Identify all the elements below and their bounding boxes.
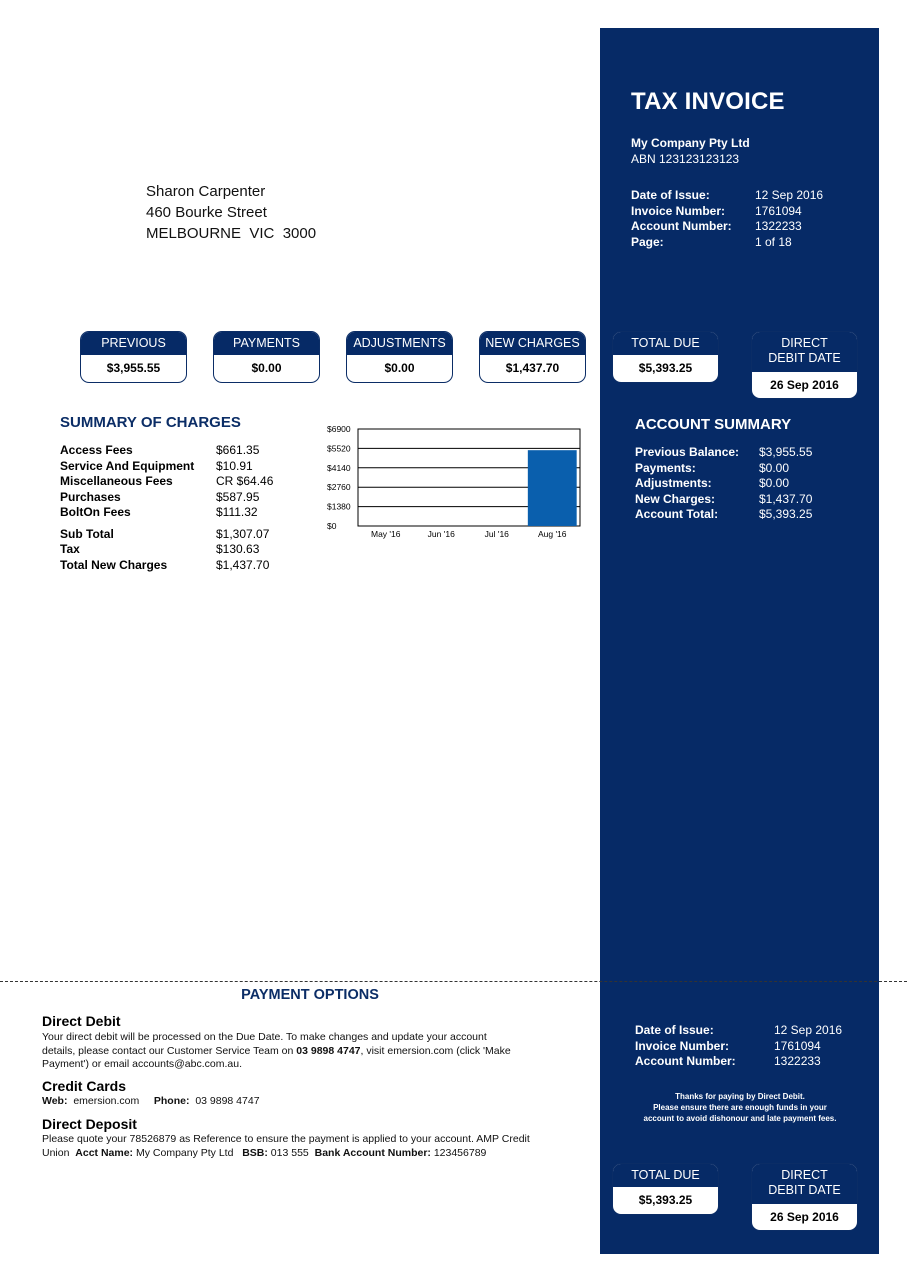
bank-account-label: Bank Account Number: <box>314 1146 431 1159</box>
total-label: Total New Charges <box>60 557 168 572</box>
box-label: NEW CHARGES <box>480 332 585 355</box>
x-tick-label: Aug '16 <box>537 529 567 539</box>
text-line: Payment') or email accounts@abc.com.au. <box>42 1058 242 1070</box>
total-label: Tax <box>60 542 80 556</box>
total-value: $130.63 <box>216 542 260 556</box>
phone-label: Phone: <box>153 1095 190 1107</box>
charges-table <box>60 443 273 573</box>
account-label: Previous Balance: <box>635 445 740 459</box>
x-tick-label: Jul '16 <box>484 529 509 539</box>
detail-label: Page: <box>631 234 664 249</box>
account-row <box>635 492 812 508</box>
text-segment: Union <box>42 1146 70 1159</box>
bank-account-value: 123456789 <box>433 1146 487 1159</box>
account-value: $1,437.70 <box>759 491 813 506</box>
y-tick-label: $1380 <box>327 501 351 512</box>
account-value: $0.00 <box>759 460 790 475</box>
note-line: account to avoid dishonour and late payment fees. <box>643 1114 837 1123</box>
direct-debit-note <box>620 1091 860 1124</box>
text-line <box>42 1147 562 1161</box>
bar <box>528 450 577 526</box>
adjustments-box <box>346 331 453 383</box>
detail-row <box>631 188 823 204</box>
detail-value: 12 Sep 2016 <box>755 188 824 202</box>
payment-options-title: PAYMENT OPTIONS <box>241 987 379 1003</box>
box-label <box>752 332 857 372</box>
note-line: Please ensure there are enough funds in your <box>653 1103 827 1112</box>
charge-label: Miscellaneous Fees <box>60 474 173 488</box>
account-value: $5,393.25 <box>759 507 813 521</box>
phone-number: 03 9898 4747 <box>296 1044 361 1057</box>
remit-row <box>635 1054 842 1070</box>
total-due-box <box>612 331 719 383</box>
y-tick-label: $0 <box>327 521 337 531</box>
charge-row <box>60 505 273 521</box>
payments-box <box>213 331 320 383</box>
account-label: Payments: <box>635 460 696 475</box>
detail-value: 1322233 <box>755 219 802 233</box>
y-tick-label: $2760 <box>327 482 351 493</box>
remit-details <box>635 1023 842 1070</box>
detail-label: Invoice Number: <box>631 203 726 218</box>
total-value: $1,307.07 <box>216 526 270 541</box>
box-value: $5,393.25 <box>638 1193 693 1207</box>
direct-debit-box <box>751 331 858 399</box>
remit-label: Date of Issue: <box>635 1023 714 1037</box>
box-label-line: DEBIT DATE <box>768 351 841 365</box>
detail-row <box>631 219 823 235</box>
text-line: Your direct debit will be processed on the Due Date. To make changes and update your account <box>42 1031 487 1043</box>
total-label: Sub Total <box>60 526 114 541</box>
phone-value: 03 9898 4747 <box>195 1095 260 1107</box>
remit-direct-debit-box <box>751 1163 858 1231</box>
detail-row <box>631 204 823 220</box>
note-line: Thanks for paying by Direct Debit. <box>675 1092 805 1101</box>
box-label <box>752 1164 857 1204</box>
box-label: PAYMENTS <box>214 332 319 355</box>
charge-value: $661.35 <box>216 443 260 457</box>
total-row <box>60 558 273 574</box>
web-value: emersion.com <box>73 1095 140 1107</box>
remit-value: 1761094 <box>774 1038 821 1053</box>
recipient-street: 460 Bourke Street <box>146 204 267 221</box>
remit-row <box>635 1023 842 1039</box>
tear-off-line <box>0 981 907 982</box>
box-value: $1,437.70 <box>505 361 560 375</box>
remit-row <box>635 1039 842 1055</box>
account-value: $0.00 <box>759 476 790 490</box>
account-label: Account Total: <box>635 507 719 521</box>
recipient-city: MELBOURNE VIC 3000 <box>146 225 317 242</box>
new-charges-box <box>479 331 586 383</box>
charge-row <box>60 474 273 490</box>
box-value: $5,393.25 <box>638 361 693 375</box>
text-line <box>42 1045 562 1059</box>
detail-label: Date of Issue: <box>631 188 710 202</box>
charge-value: $111.32 <box>216 505 258 519</box>
box-value: $0.00 <box>251 361 282 375</box>
account-summary <box>635 445 812 523</box>
remit-value: 12 Sep 2016 <box>774 1023 843 1037</box>
account-value: $3,955.55 <box>759 445 813 459</box>
acct-name-label: Acct Name: <box>75 1146 134 1159</box>
direct-deposit-text <box>42 1133 562 1160</box>
bsb-label: BSB: <box>242 1146 268 1159</box>
credit-cards-text <box>42 1095 562 1109</box>
charge-label: Access Fees <box>60 443 133 457</box>
detail-label: Account Number: <box>631 219 732 233</box>
company-name: My Company Pty Ltd <box>631 136 750 150</box>
direct-debit-heading: Direct Debit <box>42 1013 121 1029</box>
box-label-line: DEBIT DATE <box>768 1183 841 1197</box>
account-row <box>635 445 812 461</box>
account-row <box>635 461 812 477</box>
company-abn: ABN 123123123123 <box>631 151 740 166</box>
detail-row <box>631 235 823 251</box>
detail-value: 1 of 18 <box>755 234 792 249</box>
charge-value: CR $64.46 <box>216 474 274 488</box>
box-label: TOTAL DUE <box>613 1164 718 1187</box>
bsb-value: 013 555 <box>270 1146 309 1159</box>
total-row <box>60 542 273 558</box>
account-summary-title: ACCOUNT SUMMARY <box>635 416 792 433</box>
text-line: Please quote your 78526879 as Reference to ensure the payment is applied to your account. AMP Credit <box>42 1133 530 1145</box>
company-info <box>631 136 750 167</box>
box-label-line: DIRECT <box>781 336 828 350</box>
charge-row <box>60 490 273 506</box>
remit-label: Account Number: <box>635 1054 736 1068</box>
text-segment: , visit emersion.com (click 'Make <box>360 1044 511 1057</box>
detail-value: 1761094 <box>755 203 802 218</box>
y-tick-label: $6900 <box>327 424 351 434</box>
box-value: $3,955.55 <box>106 361 161 375</box>
remit-label: Invoice Number: <box>635 1038 730 1053</box>
account-label: New Charges: <box>635 491 716 506</box>
account-row <box>635 476 812 492</box>
charge-label: Purchases <box>60 489 121 504</box>
charge-row <box>60 459 273 475</box>
box-label: TOTAL DUE <box>613 332 718 355</box>
box-label: PREVIOUS <box>81 332 186 355</box>
direct-deposit-heading: Direct Deposit <box>42 1116 137 1132</box>
total-value: $1,437.70 <box>216 557 270 572</box>
y-tick-label: $5520 <box>327 443 351 454</box>
account-label: Adjustments: <box>635 476 712 490</box>
remit-total-due-box <box>612 1163 719 1215</box>
charge-row <box>60 443 273 459</box>
remit-value: 1322233 <box>774 1054 821 1068</box>
charges-history-chart <box>324 422 586 544</box>
box-label-line: DIRECT <box>781 1168 828 1182</box>
box-label: ADJUSTMENTS <box>347 332 452 355</box>
recipient-name: Sharon Carpenter <box>146 183 266 200</box>
credit-cards-heading: Credit Cards <box>42 1078 127 1094</box>
account-row <box>635 507 812 523</box>
box-value: 26 Sep 2016 <box>770 378 839 392</box>
total-row <box>60 527 273 543</box>
charge-value: $587.95 <box>216 489 260 504</box>
invoice-title: TAX INVOICE <box>631 88 785 115</box>
box-value: $0.00 <box>384 361 415 375</box>
invoice-details <box>631 188 823 250</box>
web-label: Web: <box>42 1095 68 1107</box>
recipient-address <box>146 181 316 244</box>
charge-value: $10.91 <box>216 458 253 473</box>
previous-box <box>80 331 187 383</box>
charge-label: BoltOn Fees <box>60 505 131 519</box>
x-tick-label: May '16 <box>371 529 401 539</box>
charge-label: Service And Equipment <box>60 458 195 473</box>
summary-title: SUMMARY OF CHARGES <box>60 414 241 431</box>
acct-name-value: My Company Pty Ltd <box>135 1146 234 1159</box>
box-value: 26 Sep 2016 <box>770 1210 839 1224</box>
text-segment: details, please contact our Customer Service Team on <box>42 1044 297 1057</box>
direct-debit-text <box>42 1031 562 1072</box>
y-tick-label: $4140 <box>327 462 351 473</box>
x-tick-label: Jun '16 <box>427 529 455 539</box>
